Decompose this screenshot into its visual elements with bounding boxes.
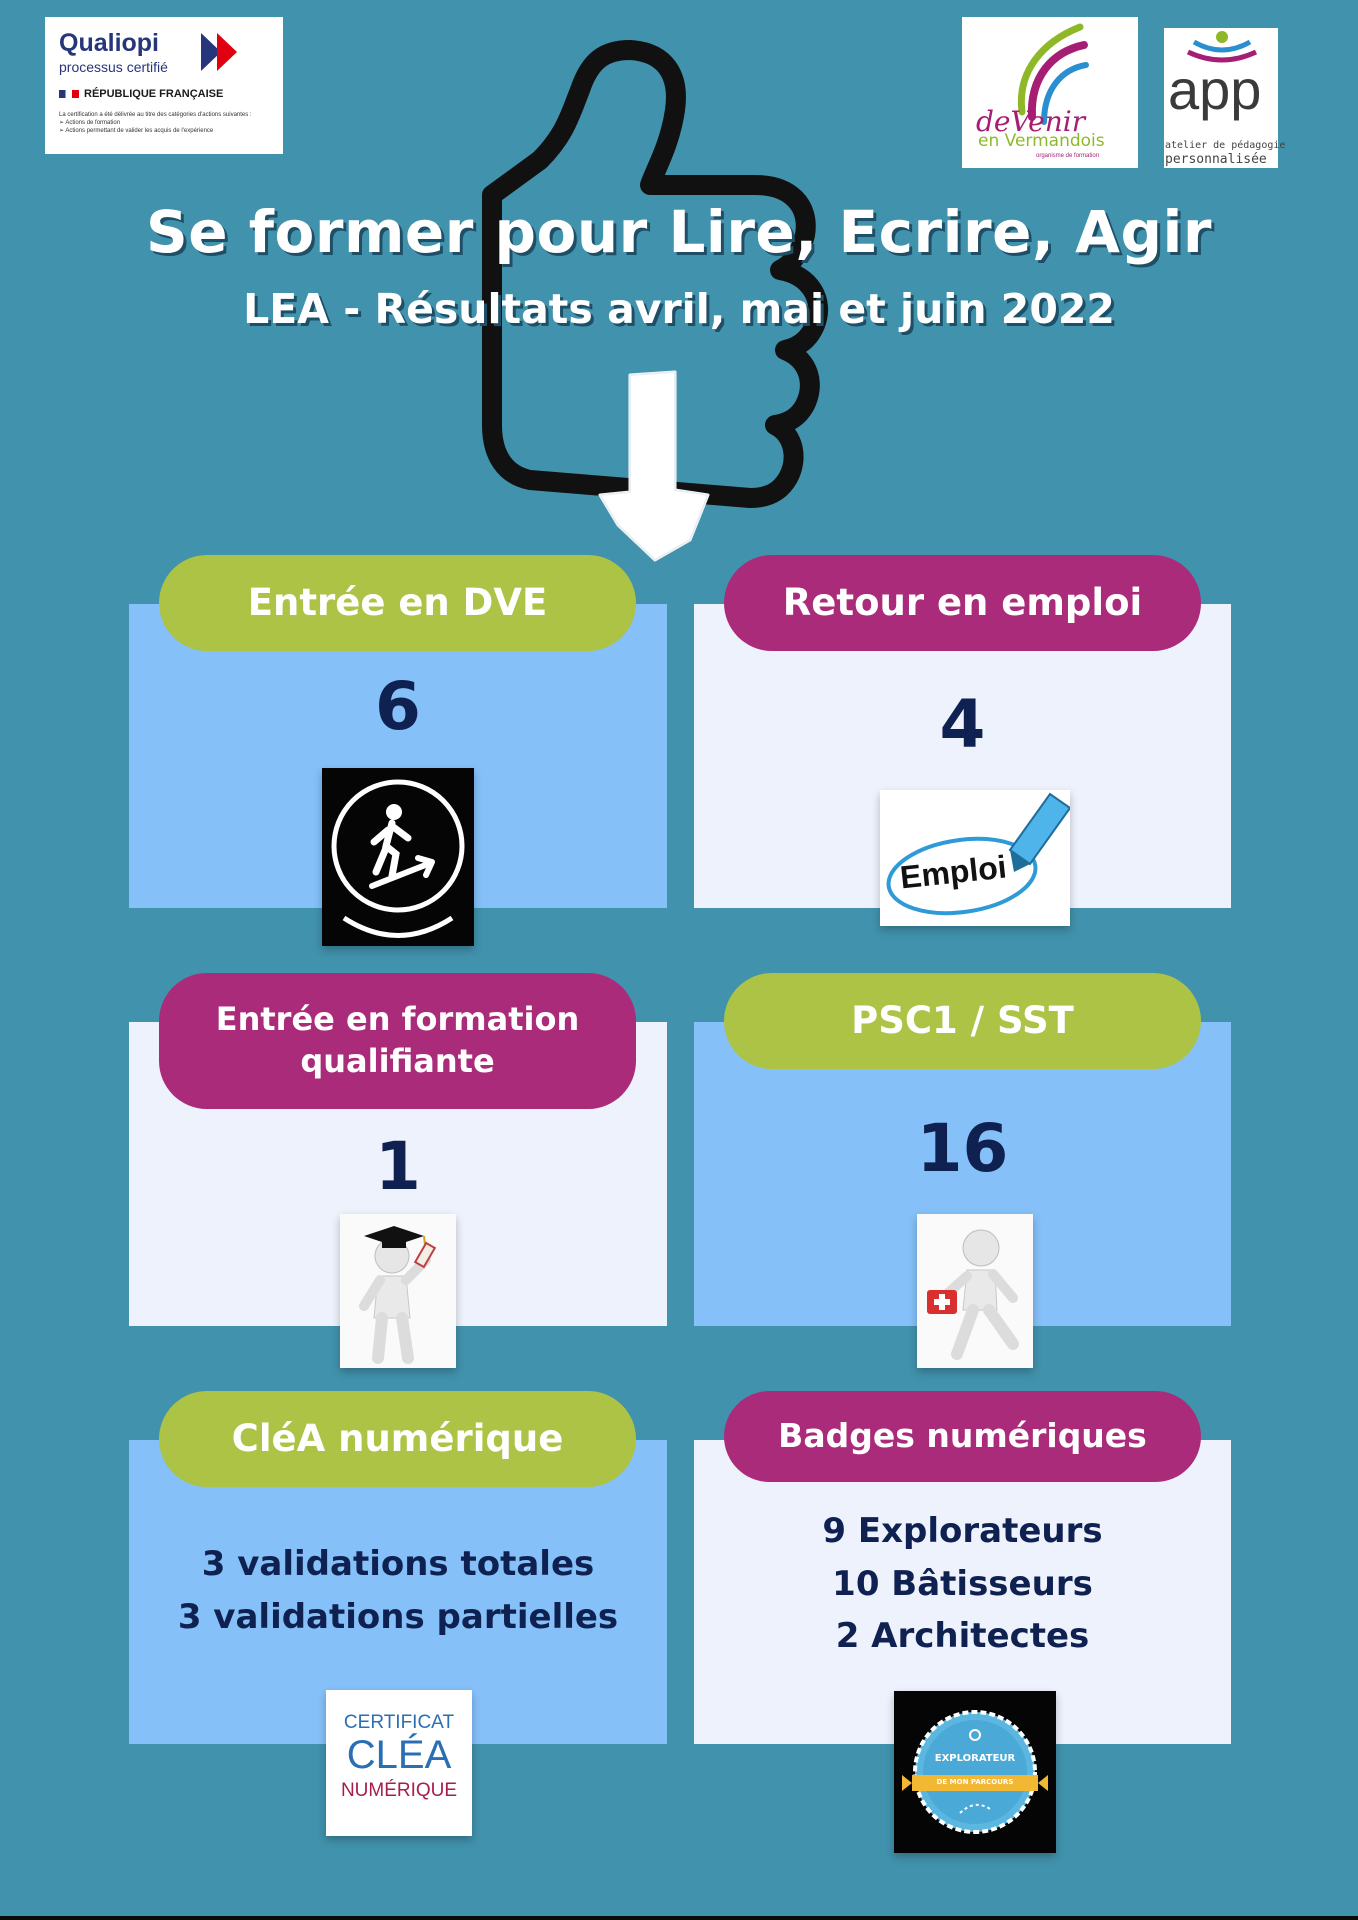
- stairs-walker-icon: [322, 768, 474, 946]
- emploi-value: 4: [939, 686, 986, 763]
- clea-label: CléA numérique: [159, 1391, 636, 1487]
- clea-stat-line: 3 validations totales: [201, 1544, 595, 1584]
- emploi-image-text: Emploi: [898, 848, 1009, 896]
- badges-stats: [694, 1505, 1231, 1663]
- psc-label: PSC1 / SST: [724, 973, 1201, 1069]
- qualiopi-arrows-icon: [201, 31, 247, 73]
- first-aid-runner-icon: [917, 1214, 1033, 1368]
- badges-stat-line: 2 Architectes: [835, 1616, 1090, 1657]
- devenir-name: deVenir: [976, 105, 1086, 138]
- clea-logo-line1: CERTIFICAT: [343, 1712, 455, 1733]
- emploi-image: [880, 790, 1070, 926]
- badges-stat-line: 10 Bâtisseurs: [832, 1563, 1093, 1604]
- clea-logo: [326, 1690, 472, 1836]
- clea-logo-line3: NUMÉRIQUE: [340, 1780, 458, 1801]
- badge-text-line1: EXPLORATEUR: [934, 1753, 1016, 1764]
- clea-stats: [129, 1538, 667, 1643]
- devenir-logo: [962, 17, 1138, 168]
- app-logo: [1164, 28, 1286, 168]
- clea-stat-line: 3 validations partielles: [177, 1596, 619, 1637]
- qualiopi-note-line: La certification a été délivrée au titre des catégories d'actions suivantes :: [59, 112, 252, 118]
- badge-image: [894, 1691, 1056, 1853]
- french-flag-icon: [59, 90, 79, 98]
- formation-value: 1: [375, 1128, 421, 1205]
- qualiopi-logo: [45, 17, 283, 154]
- qualiopi-note-line: ➢ Actions de formation: [59, 119, 121, 126]
- qualiopi-subtitle: processus certifié: [59, 59, 168, 75]
- dve-label: Entrée en DVE: [159, 555, 636, 651]
- formation-label: [159, 973, 636, 1109]
- qualiopi-republic: RÉPUBLIQUE FRANÇAISE: [84, 88, 224, 100]
- badges-stat-line: 9 Explorateurs: [822, 1511, 1103, 1551]
- emploi-label: Retour en emploi: [724, 555, 1201, 651]
- qualiopi-note-line: ➢ Actions permettant de valider les acquis de l'expérience: [59, 127, 214, 134]
- formation-image: [340, 1214, 456, 1368]
- qualiopi-note: [59, 112, 269, 135]
- bottom-border: [0, 1916, 1358, 1920]
- qualiopi-title: Qualiopi: [59, 29, 159, 57]
- formation-label-line: qualifiante: [300, 1042, 495, 1080]
- clea-logo-line2: CLÉA: [346, 1733, 452, 1777]
- graduate-figure-icon: [340, 1214, 456, 1368]
- devenir-location: en Vermandois: [978, 131, 1105, 151]
- page-subtitle: LEA - Résultats avril, mai et juin 2022: [243, 285, 1115, 333]
- app-line1: atelier de pédagogie: [1165, 140, 1286, 151]
- dve-value: 6: [375, 668, 421, 745]
- devenir-tagline: organisme de formation: [1036, 153, 1100, 159]
- psc-image: [917, 1214, 1033, 1368]
- badges-label: Badges numériques: [724, 1391, 1201, 1482]
- badge-text-line2: DE MON PARCOURS: [936, 1778, 1014, 1786]
- app-name: app: [1168, 58, 1262, 121]
- app-line2: personnalisée: [1165, 152, 1267, 167]
- psc-value: 16: [916, 1110, 1009, 1187]
- explorer-badge-icon: [894, 1691, 1056, 1853]
- page-title: Se former pour Lire, Ecrire, Agir: [145, 198, 1213, 266]
- dve-image: [322, 768, 474, 946]
- formation-label-line: Entrée en formation: [215, 1000, 580, 1039]
